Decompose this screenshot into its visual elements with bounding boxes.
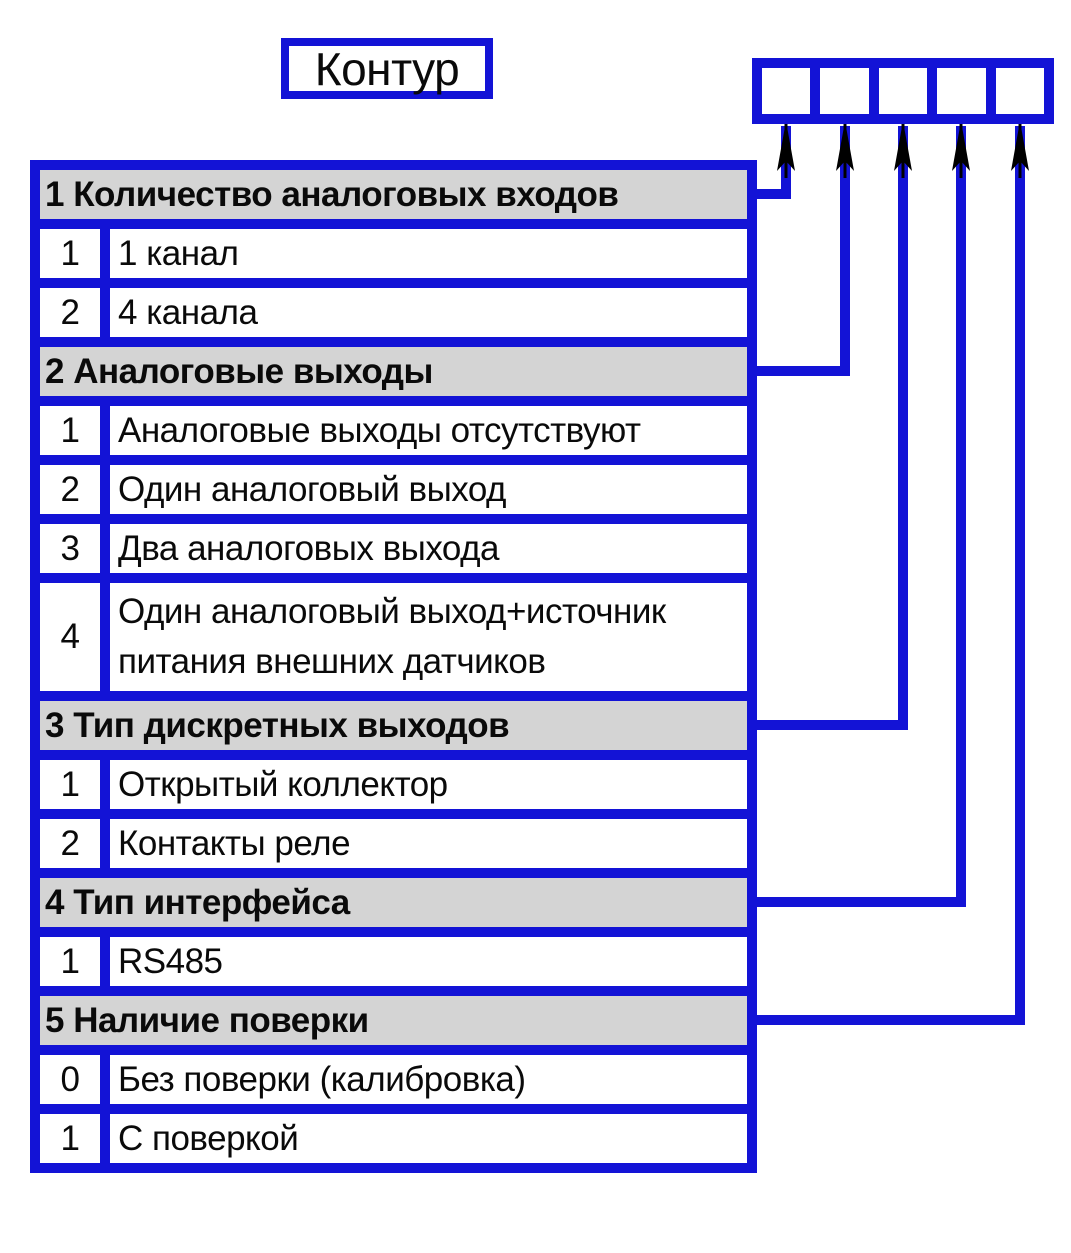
- section-2-header: 2 Аналоговые выходы: [40, 347, 747, 396]
- order-code-cell-2: [820, 68, 868, 114]
- section-1-header: 1 Количество аналоговых входов: [40, 170, 747, 219]
- order-code-cell-3: [879, 68, 927, 114]
- option-code: 1: [40, 1114, 100, 1163]
- option-row: [40, 406, 747, 455]
- options-table: [30, 160, 757, 1173]
- connector-line-section-5: [750, 126, 1020, 1020]
- arrow-up-icon-3: [894, 121, 912, 178]
- option-row: [40, 937, 747, 986]
- option-label-text: Один аналоговый выход+источник питания внешних датчиков: [118, 592, 666, 681]
- order-code-cell-1: [762, 68, 810, 114]
- order-code-cell-4: [937, 68, 985, 114]
- connector-line-section-4: [750, 126, 961, 902]
- option-row: [40, 583, 747, 691]
- section-3-header: 3 Тип дискретных выходов: [40, 701, 747, 750]
- option-row: [40, 288, 747, 337]
- order-code-cell-5: [996, 68, 1044, 114]
- product-title: Контур: [314, 42, 460, 95]
- connector-line-section-2: [750, 126, 845, 371]
- option-label: 1 канал: [110, 229, 747, 278]
- option-code: 1: [40, 229, 100, 278]
- option-code: 1: [40, 406, 100, 455]
- option-label: Два аналоговых выхода: [110, 524, 747, 573]
- option-code: 2: [40, 819, 100, 868]
- option-code: 2: [40, 465, 100, 514]
- arrow-up-icon-1: [777, 121, 795, 178]
- option-row: [40, 465, 747, 514]
- product-title-box: [281, 38, 493, 99]
- option-label: 4 канала: [110, 288, 747, 337]
- option-label: Контакты реле: [110, 819, 747, 868]
- option-code: 3: [40, 524, 100, 573]
- option-label: Один аналоговый выход: [110, 465, 747, 514]
- arrow-up-icon-2: [836, 121, 854, 178]
- option-label: Открытый коллектор: [110, 760, 747, 809]
- option-code: 2: [40, 288, 100, 337]
- section-4-header: 4 Тип интерфейса: [40, 878, 747, 927]
- option-label: С поверкой: [110, 1114, 747, 1163]
- option-code: 4: [40, 583, 100, 691]
- option-code: 0: [40, 1055, 100, 1104]
- option-code: 1: [40, 937, 100, 986]
- arrow-up-icon-5: [1011, 121, 1029, 178]
- option-row: [40, 1055, 747, 1104]
- option-label: Аналоговые выходы отсутствуют: [110, 406, 747, 455]
- option-label: Без поверки (калибровка): [110, 1055, 747, 1104]
- arrow-up-icon-4: [952, 121, 970, 178]
- option-row: [40, 524, 747, 573]
- connector-line-section-3: [750, 126, 903, 725]
- option-row: [40, 1114, 747, 1163]
- option-row: [40, 819, 747, 868]
- option-row: [40, 760, 747, 809]
- option-label: RS485: [110, 937, 747, 986]
- option-row: [40, 229, 747, 278]
- option-code: 1: [40, 760, 100, 809]
- option-label: [110, 583, 747, 691]
- order-code-boxes: [752, 58, 1054, 124]
- section-5-header: 5 Наличие поверки: [40, 996, 747, 1045]
